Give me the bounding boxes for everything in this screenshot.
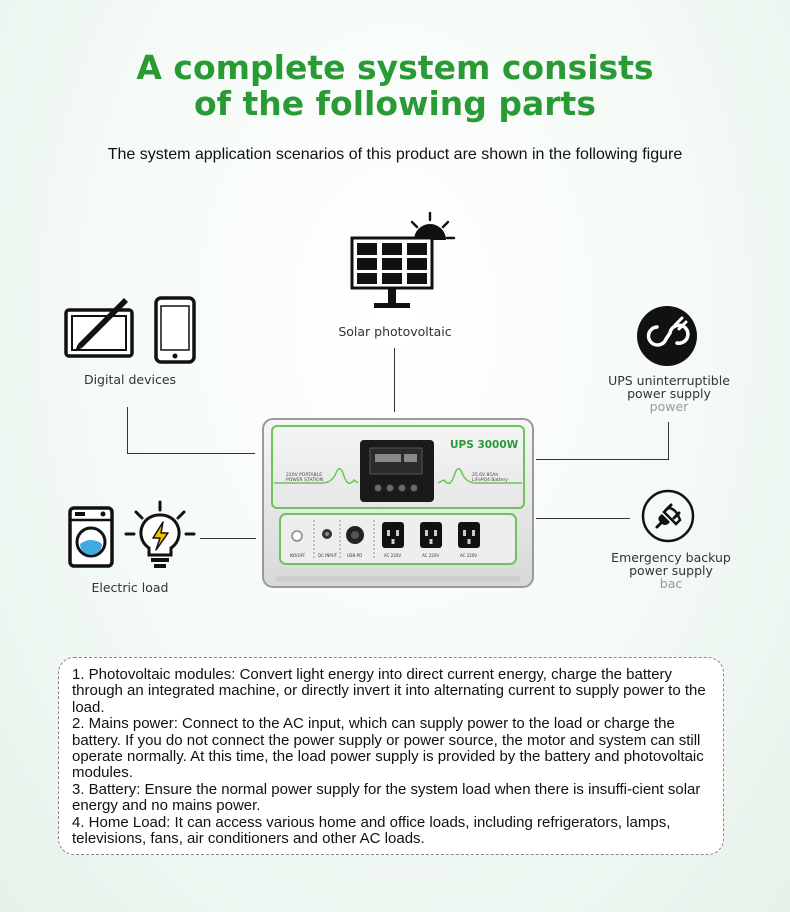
station-model-text: UPS 3000W xyxy=(450,439,519,451)
connector-solar xyxy=(394,348,395,412)
station-left-tag-2: POWER STATION xyxy=(286,478,324,483)
label-backup-line2: power supply xyxy=(629,563,713,578)
label-backup-ghost: bac xyxy=(659,576,683,591)
connector-electric xyxy=(200,538,256,539)
note-item-2: 2. Mains power: Connect to the AC input, which can supply power to the load or charge the battery. If you do not connect the power supply or power source, the motor and system can still operate normally. At this time, the load power supply is provided by the battery and photovoltaic modules. xyxy=(72,715,704,782)
solar-panel-icon xyxy=(348,210,458,314)
label-electric: Electric load xyxy=(91,580,169,595)
connector-digital-v xyxy=(127,407,128,453)
port-label-ac-2: AC 220V xyxy=(422,553,440,558)
port-label-power: NO/OFF xyxy=(290,553,306,558)
smartphone-icon xyxy=(154,296,196,364)
note-item-3: 3. Battery: Ensure the normal power supply for the system load when there is insuffi-cient solar energy and no mains power. xyxy=(72,780,701,815)
label-backup-line1: Emergency backup xyxy=(611,550,731,565)
note-item-4: 4. Home Load: It can access various home and office loads, including refrigerators, lamps, televisions, fans, air conditioners and other AC loads. xyxy=(72,813,671,848)
title-line-2: of the following parts xyxy=(194,84,596,123)
port-label-ac-1: AC 220V xyxy=(384,553,402,558)
connector-ups-h xyxy=(536,459,669,460)
tablet-pen-icon xyxy=(64,294,136,360)
emergency-plug-icon xyxy=(640,488,696,544)
page-subtitle: The system application scenarios of this product are shown in the following figure xyxy=(107,146,683,163)
port-label-usb: USB-PD xyxy=(347,553,363,558)
label-ups xyxy=(596,374,742,413)
label-digital: Digital devices xyxy=(83,372,177,387)
title-line-1: A complete system consists xyxy=(136,48,654,87)
label-ups-ghost: power xyxy=(649,399,689,414)
station-right-tag-1: 25.6V 85Ah xyxy=(472,473,499,478)
page-title xyxy=(0,50,790,122)
port-label-ac-3: AC 220V xyxy=(460,553,478,558)
washing-machine-icon xyxy=(68,506,114,568)
label-ups-line2: power supply xyxy=(627,386,711,401)
connector-backup xyxy=(536,518,630,519)
label-ups-line1: UPS uninterruptible xyxy=(608,373,730,388)
station-left-tag-1: 220V PORTABLE xyxy=(286,473,323,478)
ups-plug-icon xyxy=(636,305,698,367)
lightbulb-bolt-icon xyxy=(124,500,196,572)
connector-ups-v xyxy=(668,422,669,459)
notes-box xyxy=(58,657,724,855)
port-label-dc: DC INPUT xyxy=(318,553,338,558)
label-solar: Solar photovoltaic xyxy=(338,324,452,339)
label-backup xyxy=(598,551,744,590)
power-station-device xyxy=(262,418,534,588)
station-right-tag-2: LiFePO4 Battery xyxy=(472,478,509,483)
connector-digital-h xyxy=(127,453,255,454)
note-item-1: 1. Photovoltaic modules: Convert light energy into direct current energy, charge the battery through an integrated machine, or directly invert it into alternating current to supply power to the load. xyxy=(72,666,706,716)
